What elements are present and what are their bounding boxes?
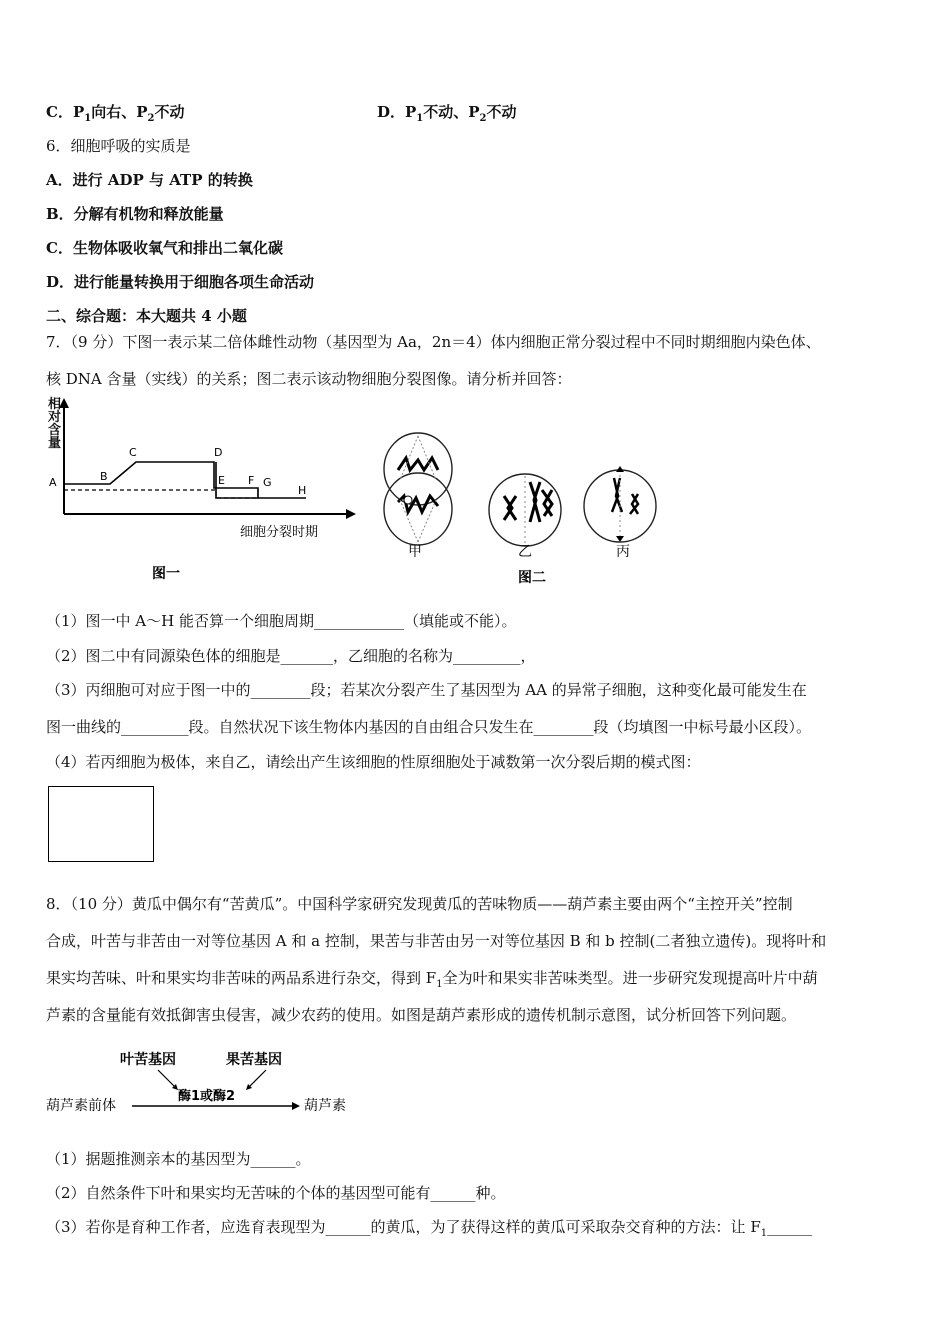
figure-one (44, 398, 364, 588)
q8-stem-line2: 合成，叶苦与非苦由一对等位基因 A 和 a 控制，果苦与非苦由另一对等位基因 B 和 b 控制(二者独立遗传)。现将叶和 (46, 932, 827, 950)
x-axis-label: 细胞分裂时期 (240, 525, 319, 540)
point-f: F (248, 474, 255, 487)
q7-sub2: （2）图二中有同源染色体的细胞是_______，乙细胞的名称为_________， (46, 647, 536, 665)
q7-sub1: （1）图一中 A～H 能否算一个细胞周期____________（填能或不能）。 (46, 612, 517, 630)
cell-yi-label: 乙 (518, 544, 532, 560)
q7-stem-line2: 核 DNA 含量（实线）的关系；图二表示该动物细胞分裂图像。请分析并回答： (46, 370, 572, 388)
cell-jia (384, 433, 452, 545)
point-b: B (100, 470, 108, 483)
cell-yi (489, 474, 561, 546)
gene-fruit-bitter: 果苦基因 (226, 1052, 282, 1068)
enzyme-label: 酶1或酶2 (178, 1089, 236, 1104)
gene-leaf-bitter: 叶苦基因 (120, 1052, 176, 1068)
q7-sub3-line2: 图一曲线的_________段。自然状况下该生物体内基因的自由组合只发生在________段（均填图一中标号最小区段）。 (46, 718, 812, 736)
product-label: 葫芦素 (304, 1098, 346, 1114)
q8-sub1: （1）据题推测亲本的基因型为______。 (46, 1150, 311, 1168)
point-h: H (298, 484, 307, 497)
q8-stem-line3: 果实均苦味、叶和果实均非苦味的两品系进行杂交，得到 $F_1$全为叶和果实非苦味类型。进一步研究发现提高叶片中葫 (46, 969, 818, 990)
section-heading: 二、综合题：本大题共 4 小题 (46, 307, 247, 325)
point-c: C (129, 446, 137, 459)
q8-stem-line1: 8．（10 分）黄瓜中偶尔有“苦黄瓜”。中国科学家研究发现黄瓜的苦味物质——葫芦素主要由两个“主控开关”控制 (46, 895, 793, 913)
figure-two (380, 430, 670, 590)
drawing-box[interactable] (48, 786, 154, 862)
q7-sub3-line1: （3）丙细胞可对应于图一中的________段；若某次分裂产生了基因型为 AA 的异常子细胞，这种变化最可能发生在 (46, 681, 807, 699)
point-d: D (214, 446, 223, 459)
q7-stem-line1: 7．（9 分）下图一表示某二倍体雌性动物（基因型为 Aa，2n＝4）体内细胞正常分裂过程中不同时期细胞内染色体、 (46, 333, 821, 351)
q6-option-d: D．进行能量转换用于细胞各项生命活动 (46, 273, 315, 291)
precursor-label: 葫芦素前体 (46, 1098, 116, 1114)
figure-one-caption: 图一 (152, 566, 180, 582)
figure-two-caption: 图二 (518, 570, 546, 586)
y-axis-label: 相对含量 (48, 397, 62, 451)
point-a: A (49, 476, 57, 489)
cell-bing-label: 丙 (616, 544, 630, 560)
q6-option-a: A．进行 ADP 与 ATP 的转换 (46, 171, 253, 189)
q6-stem: 6．细胞呼吸的实质是 (46, 137, 191, 155)
q8-sub3: （3）若你是育种工作者，应选育表现型为______的黄瓜，为了获得这样的黄瓜可采取杂交育种的方法：让 $F_1\_\_\_\_\_\_$ (46, 1218, 813, 1239)
cell-bing (584, 466, 656, 542)
q6-option-b: B．分解有机物和释放能量 (46, 205, 224, 223)
q5-option-d: D．$P_1$不动、$P_2$不动 (377, 103, 517, 124)
point-e: E (218, 474, 225, 487)
point-g: G (263, 476, 272, 489)
cucurbitacin-diagram (44, 1044, 384, 1119)
cell-jia-label: 甲 (408, 544, 422, 560)
q6-option-c: C．生物体吸收氧气和排出二氧化碳 (46, 239, 283, 257)
q5-option-c: C．$P_1$向右、$P_2$不动 (46, 103, 185, 124)
q8-stem-line4: 芦素的含量能有效抵御害虫侵害，减少农药的使用。如图是葫芦素形成的遗传机制示意图，试分析回答下列问题。 (46, 1006, 797, 1024)
q7-sub4: （4）若丙细胞为极体，来自乙，请绘出产生该细胞的性原细胞处于减数第一次分裂后期的模式图： (46, 753, 701, 771)
q8-sub2: （2）自然条件下叶和果实均无苦味的个体的基因型可能有______种。 (46, 1184, 506, 1202)
